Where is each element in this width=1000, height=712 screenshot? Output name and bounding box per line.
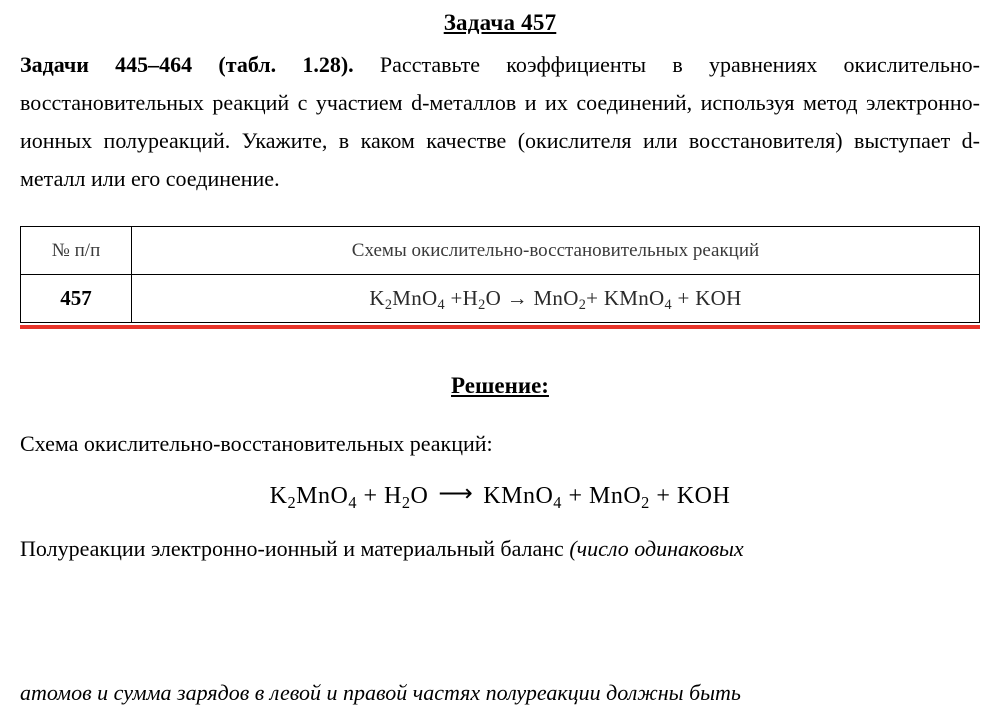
eq-part-2: MnO (296, 483, 349, 509)
eq-part-3: + H (356, 483, 402, 509)
eq-sub-3: 2 (401, 492, 411, 512)
rxn-sub-2: 4 (437, 297, 445, 314)
eq-sub-2: 4 (348, 492, 357, 512)
eq-sub-1: 2 (287, 492, 297, 512)
rxn-part-1: K (369, 286, 385, 310)
table-header-number: № п/п (21, 227, 132, 275)
table-row (21, 275, 980, 323)
row-reaction (132, 275, 980, 323)
balance-text: Полуреакции электронно-ионный и материальный баланс (20, 536, 570, 561)
eq-sub-5: 4 (553, 492, 562, 512)
rxn-sub-4: 2 (578, 297, 587, 314)
table-head (21, 227, 980, 275)
red-underline-rule (20, 325, 980, 329)
balance-italic: (число одинаковых (569, 536, 744, 561)
row-number: 457 (21, 275, 132, 323)
eq-part-4: O (410, 483, 429, 509)
eq-part-7: + KOH (649, 483, 731, 509)
solution-heading: Решение: (451, 373, 549, 398)
intro-lead: Задачи 445–464 (табл. 1.28). (20, 52, 354, 77)
rxn-part-5: + KMnO (586, 286, 665, 310)
rxn-sub-3: 2 (478, 297, 486, 314)
rxn-part-3: +H (444, 286, 479, 310)
table-header-row (21, 227, 980, 275)
rxn-sub-1: 2 (384, 297, 393, 314)
rxn-part-4: O → MnO (485, 286, 579, 310)
rxn-part-2: MnO (392, 286, 438, 310)
reactions-table (20, 226, 980, 323)
clipped-bottom-line: атомов и сумма зарядов в левой и правой частях полуреакции должны быть (20, 680, 741, 705)
intro-text: Расставьте коэффициенты в уравнениях окислительно-восстановительных реакций с участием d-металлов и их соединений, используя метод электронно-ионных полуреакций. Укажите, в каком качестве (окислителя или восстановителя) выступает d-металл или его соединение. (20, 52, 981, 191)
table-header-reactions: Схемы окислительно-восстановительных реакций (132, 227, 980, 275)
eq-sub-6: 2 (641, 492, 650, 512)
eq-part-6: + MnO (561, 483, 642, 509)
page-title: Задача 457 (443, 10, 557, 35)
reaction-arrow-icon: ⟶ (438, 481, 474, 507)
reactions-table-wrapper (20, 226, 980, 329)
table-body (21, 275, 980, 323)
eq-part-1: K (269, 483, 288, 509)
balance-paragraph (20, 530, 980, 568)
scheme-label: Схема окислительно-восстановительных реакций: (20, 431, 493, 456)
intro-paragraph (20, 46, 980, 198)
rxn-sub-5: 4 (664, 297, 672, 314)
solution-equation (20, 481, 980, 510)
rxn-part-6: + KOH (671, 286, 742, 310)
eq-part-5: KMnO (483, 483, 554, 509)
